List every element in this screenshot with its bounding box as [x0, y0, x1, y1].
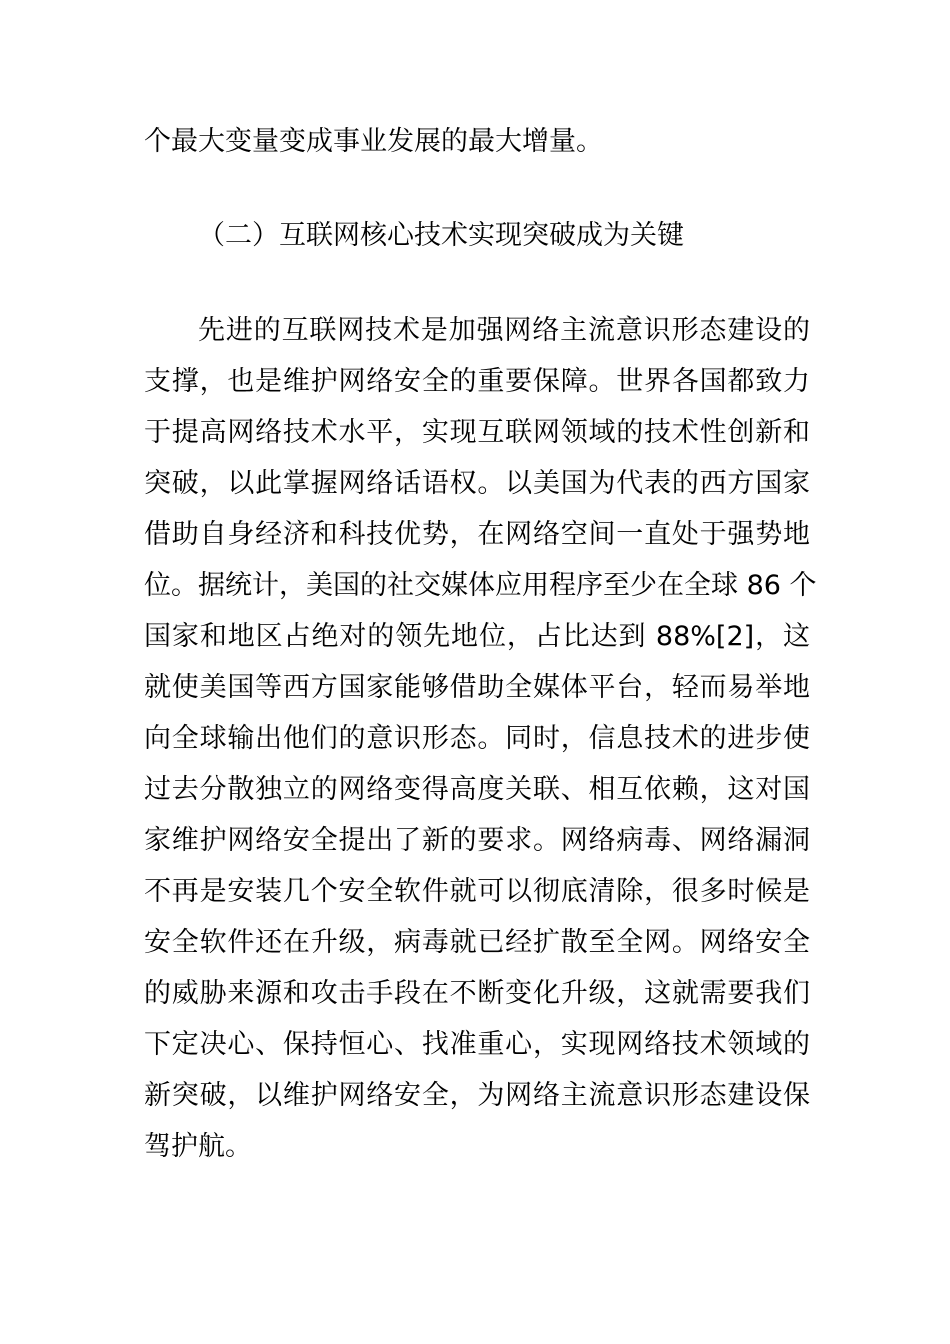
paragraph-line: 支撑，也是维护网络安全的重要保障。世界各国都致力 [144, 366, 810, 397]
paragraph-line: 下定决心、保持恒心、找准重心，实现网络技术领域的 [144, 1029, 810, 1060]
paragraph-line: 向全球输出他们的意识形态。同时，信息技术的进步使 [144, 723, 810, 754]
paragraph-line: 家维护网络安全提出了新的要求。网络病毒、网络漏洞 [144, 825, 810, 856]
paragraph-line: 过去分散独立的网络变得高度关联、相互依赖，这对国 [144, 774, 810, 805]
paragraph-line: 安全软件还在升级，病毒就已经扩散至全网。网络安全 [144, 927, 810, 958]
paragraph-line: 新突破，以维护网络安全，为网络主流意识形态建设保 [144, 1080, 810, 1111]
paragraph-line: 不再是安装几个安全软件就可以彻底清除，很多时候是 [144, 876, 810, 907]
section-heading: （二）互联网核心技术实现突破成为关键 [198, 220, 684, 251]
paragraph-line: 借助自身经济和科技优势，在网络空间一直处于强势地 [144, 519, 810, 550]
paragraph-line: 于提高网络技术水平，实现互联网领域的技术性创新和 [144, 417, 810, 448]
paragraph-line: 先进的互联网技术是加强网络主流意识形态建设的 [198, 315, 810, 346]
previous-paragraph-end: 个最大变量变成事业发展的最大增量。 [144, 126, 603, 157]
paragraph-line: 就使美国等西方国家能够借助全媒体平台，轻而易举地 [144, 672, 810, 703]
paragraph-line: 国家和地区占绝对的领先地位，占比达到 88%[2]，这 [144, 621, 810, 652]
paragraph-last-line: 驾护航。 [144, 1131, 252, 1162]
paragraph-line: 的威胁来源和攻击手段在不断变化升级，这就需要我们 [144, 978, 810, 1009]
paragraph-line: 突破，以此掌握网络话语权。以美国为代表的西方国家 [144, 468, 810, 499]
paragraph-line: 位。据统计，美国的社交媒体应用程序至少在全球 86 个 [144, 570, 817, 601]
